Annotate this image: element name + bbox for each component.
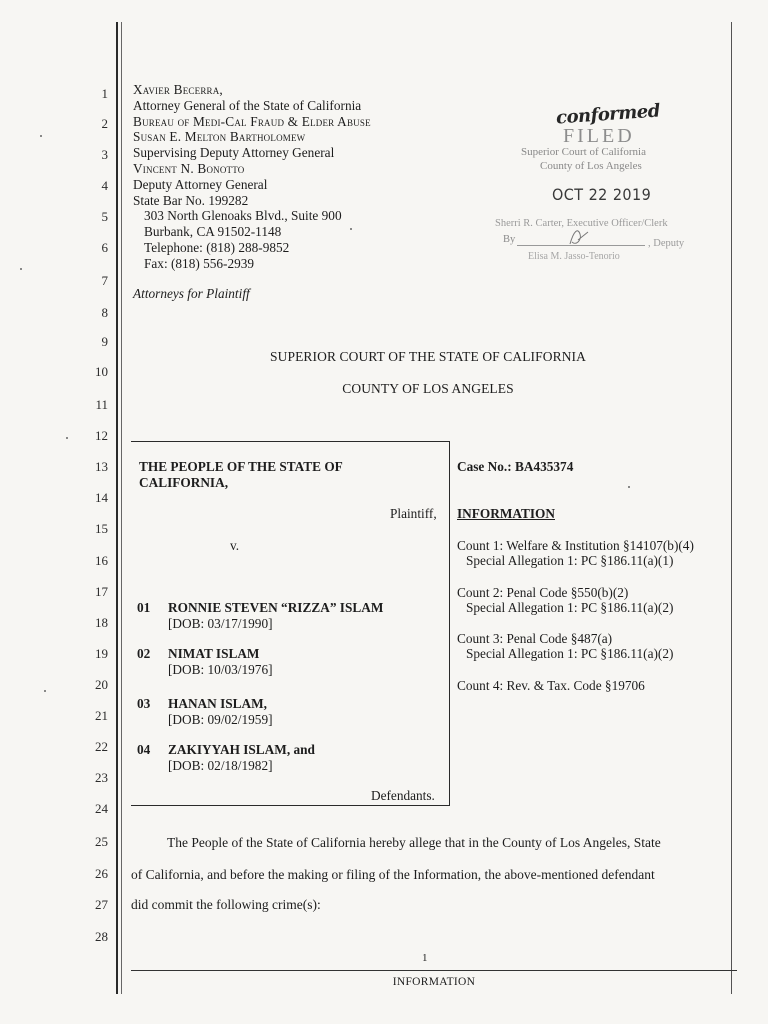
attorney-general-title: Attorney General of the State of California: [133, 97, 362, 113]
line-number: 3: [101, 147, 108, 162]
stamp-county: County of Los Angeles: [540, 160, 642, 172]
defendant-dob: [DOB: 09/02/1959]: [168, 712, 273, 727]
line-number: 26: [95, 866, 108, 881]
body-line-27: did commit the following crime(s):: [131, 897, 321, 912]
line-number: 20: [95, 677, 108, 692]
fax: Fax: (818) 556-2939: [144, 255, 255, 271]
defendant-number: 04: [137, 742, 151, 757]
scan-speck: [20, 268, 22, 270]
deputy-attorney-name: Vincent N. Bonotto: [133, 160, 245, 176]
line-number: 5: [101, 209, 108, 224]
defendant-name-text: ZAKIYYAH ISLAM,: [168, 742, 291, 757]
case-number: [457, 459, 573, 475]
stamp-deputy-label: , Deputy: [648, 238, 685, 249]
supervising-attorney-title: Supervising Deputy Attorney General: [133, 145, 335, 161]
address-line-2: Burbank, CA 91502-1148: [144, 224, 282, 240]
state-bar-number: State Bar No. 199282: [133, 192, 249, 208]
versus: v.: [230, 538, 240, 553]
stamp-court: Superior Court of California: [521, 146, 646, 158]
line-number: 14: [95, 490, 108, 505]
scan-speck: [44, 690, 46, 692]
attorney-general-name: Xavier Becerra,: [133, 82, 223, 97]
defendant-name: RONNIE STEVEN “RIZZA” ISLAM: [168, 600, 384, 615]
filed-date: OCT 22 2019: [552, 185, 652, 204]
body-line-26: of California, and before the making or filing of the Information, the above-mentioned defendant: [131, 867, 655, 882]
stamp-clerk: Sherri R. Carter, Executive Officer/Clerk: [495, 218, 668, 229]
plaintiff-name-line-1: THE PEOPLE OF THE STATE OF: [139, 459, 343, 474]
stamp-by-label: By: [503, 234, 516, 245]
count-3-allegation: Special Allegation 1: PC §186.11(a)(2): [466, 646, 674, 661]
defendant-dob: [DOB: 03/17/1990]: [168, 616, 273, 631]
footer-rule: [131, 970, 737, 971]
document-title: INFORMATION: [457, 506, 555, 521]
line-number: 1: [101, 86, 108, 101]
count-4: Count 4: Rev. & Tax. Code §19706: [457, 678, 645, 693]
attorney-block: [133, 82, 371, 272]
left-margin-rule: [116, 22, 118, 994]
line-number: 10: [95, 364, 108, 379]
case-number-value: BA435374: [514, 459, 574, 474]
scan-speck: [628, 486, 630, 488]
line-number: 17: [95, 584, 108, 599]
line-number: 25: [95, 834, 108, 849]
line-number: 9: [101, 334, 108, 349]
deputy-attorney-title: Deputy Attorney General: [133, 176, 268, 192]
left-margin-rule-inner: [121, 22, 122, 994]
defendant-dob: [DOB: 10/03/1976]: [168, 662, 273, 677]
defendant-number: 02: [137, 646, 151, 661]
conformed-handwriting: conformed: [555, 100, 661, 129]
attorneys-for-plaintiff: Attorneys for Plaintiff: [133, 286, 250, 301]
scan-speck: [66, 437, 68, 439]
scan-speck: [40, 135, 42, 137]
defendant-dob: [DOB: 02/18/1982]: [168, 758, 273, 773]
defendant-number: 03: [137, 696, 151, 711]
defendants-label: Defendants.: [371, 788, 435, 803]
line-number: 4: [101, 178, 108, 193]
line-number: 12: [95, 428, 108, 443]
plaintiff-name-line-2: CALIFORNIA,: [139, 475, 229, 490]
page-number: 1: [422, 952, 428, 964]
line-number: 24: [95, 801, 108, 816]
line-number: 18: [95, 615, 108, 630]
stamp-deputy-name: Elisa M. Jasso-Tenorio: [528, 251, 620, 262]
count-1: Count 1: Welfare & Institution §14107(b)(4): [457, 538, 694, 553]
telephone: Telephone: (818) 288-9852: [144, 239, 290, 255]
plaintiff-label: Plaintiff,: [390, 506, 437, 521]
caption-bottom-rule: [131, 805, 450, 806]
filed-label: FILED: [563, 125, 635, 147]
footer-title: INFORMATION: [392, 976, 476, 988]
line-number: 11: [95, 397, 108, 412]
bureau-name: Bureau of Medi-Cal Fraud & Elder Abuse: [133, 113, 371, 129]
defendant-name-suffix: and: [293, 742, 315, 757]
line-number: 22: [95, 739, 108, 754]
line-number: 2: [101, 116, 108, 131]
count-2-allegation: Special Allegation 1: PC §186.11(a)(2): [466, 600, 674, 615]
defendant-name: [168, 742, 315, 758]
line-number: 21: [95, 708, 108, 723]
count-1-allegation: Special Allegation 1: PC §186.11(a)(1): [466, 553, 674, 568]
right-margin-rule: [731, 22, 732, 994]
court-county: COUNTY OF LOS ANGELES: [342, 381, 514, 396]
line-number: 27: [95, 897, 108, 912]
defendant-name: HANAN ISLAM,: [168, 696, 267, 711]
case-number-label: Case No.:: [457, 459, 512, 474]
scan-speck: [350, 228, 352, 230]
count-2: Count 2: Penal Code §550(b)(2): [457, 585, 629, 600]
line-number: 16: [95, 553, 108, 568]
line-number: 7: [101, 273, 108, 288]
deputy-signature: [566, 226, 592, 248]
line-number: 13: [95, 459, 108, 474]
line-number: 28: [95, 929, 108, 944]
line-number: 8: [101, 305, 108, 320]
count-3: Count 3: Penal Code §487(a): [457, 631, 613, 646]
court-name: SUPERIOR COURT OF THE STATE OF CALIFORNIA: [270, 349, 586, 364]
body-line-25: The People of the State of California hereby allege that in the County of Los Angeles, State: [167, 835, 661, 850]
line-number: 6: [101, 240, 108, 255]
supervising-attorney-name: Susan E. Melton Bartholomew: [133, 129, 306, 145]
line-number: 15: [95, 521, 108, 536]
defendant-number: 01: [137, 600, 151, 615]
line-number: 23: [95, 770, 108, 785]
defendant-name: NIMAT ISLAM: [168, 646, 260, 661]
address-line-1: 303 North Glenoaks Blvd., Suite 900: [144, 208, 342, 224]
line-number: 19: [95, 646, 108, 661]
